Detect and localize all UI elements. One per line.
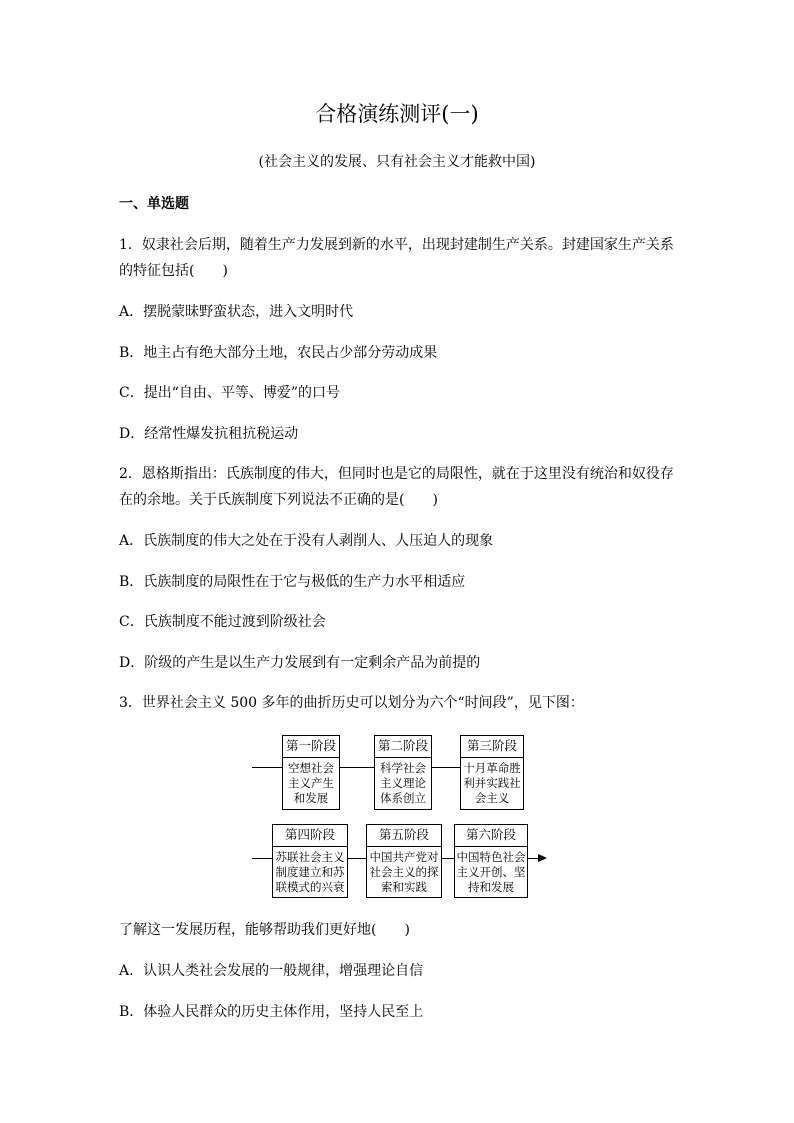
stage-1-heading: 第一阶段 xyxy=(283,736,339,758)
stage-box-1 xyxy=(282,735,340,810)
arrow-head-icon xyxy=(538,853,548,863)
stage-1-description: 空想社会 主义产生 和发展 xyxy=(288,761,334,805)
stage-4-description: 苏联社会主义 制度建立和苏 联模式的兴衰 xyxy=(275,850,345,894)
page-title: 合格演练测评(一) xyxy=(315,102,479,126)
question-2-stem-line1: 2．恩格斯指出：氏族制度的伟大，但同时也是它的局限性，就在于这里没有统治和奴役存 xyxy=(119,466,674,482)
stage-3-description: 十月革命胜 利并实践社 会主义 xyxy=(463,761,521,805)
question-3-stem: 3．世界社会主义 500 多年的曲折历史可以划分为六个“时间段”，见下图： xyxy=(119,695,584,711)
question-2-option-a[interactable]: A．氏族制度的伟大之处在于没有人剥削人、人压迫人的现象 xyxy=(119,533,494,549)
connector-line xyxy=(340,767,374,768)
stage-6-description: 中国特色社会 主义开创、坚 持和发展 xyxy=(456,850,526,894)
connector-line xyxy=(442,858,454,859)
question-1-stem-line2: 的特征包括( ) xyxy=(119,263,228,279)
question-1-stem-line1: 1．奴隶社会后期，随着生产力发展到新的水平，出现封建制生产关系。封建国家生产关系 xyxy=(119,237,674,253)
question-1-option-a[interactable]: A．摆脱蒙昧野蛮状态，进入文明时代 xyxy=(119,304,354,320)
stage-box-4 xyxy=(272,824,348,898)
question-2-option-c[interactable]: C．氏族制度不能过渡到阶级社会 xyxy=(119,614,326,630)
question-2-option-b[interactable]: B．氏族制度的局限性在于它与极低的生产力水平相适应 xyxy=(119,574,466,590)
stage-2-heading: 第二阶段 xyxy=(375,736,431,758)
question-3-option-b[interactable]: B．体验人民群众的历史主体作用，坚持人民至上 xyxy=(119,1004,424,1020)
question-1-option-d[interactable]: D．经常性爆发抗租抗税运动 xyxy=(119,426,299,442)
stage-box-3 xyxy=(460,735,524,810)
connector-line xyxy=(252,858,272,859)
stage-3-heading: 第三阶段 xyxy=(461,736,523,758)
stage-2-description: 科学社会 主义理论 体系创立 xyxy=(380,761,426,805)
stage-4-heading: 第四阶段 xyxy=(273,825,347,847)
stage-box-6 xyxy=(454,824,528,898)
question-2-option-d[interactable]: D．阶级的产生是以生产力发展到有一定剩余产品为前提的 xyxy=(119,655,481,671)
page-subtitle: (社会主义的发展、只有社会主义才能救中国) xyxy=(258,154,536,170)
stage-box-2 xyxy=(374,735,432,810)
connector-line xyxy=(348,858,366,859)
connector-line xyxy=(432,767,460,768)
stage-5-heading: 第五阶段 xyxy=(367,825,441,847)
question-1-option-c[interactable]: C．提出“自由、平等、博爱”的口号 xyxy=(119,385,341,401)
stage-box-5 xyxy=(366,824,442,898)
stages-diagram xyxy=(252,735,552,898)
stage-5-description: 中国共产党对 社会主义的探 索和实践 xyxy=(369,850,439,894)
question-3-prompt: 了解这一发展历程，能够帮助我们更好地( ) xyxy=(119,922,410,938)
question-2-stem-line2: 在的余地。关于氏族制度下列说法不正确的是( ) xyxy=(119,492,438,508)
section-heading: 一、单选题 xyxy=(119,196,189,212)
stage-6-heading: 第六阶段 xyxy=(455,825,527,847)
connector-line xyxy=(252,767,282,768)
question-1-option-b[interactable]: B．地主占有绝大部分土地，农民占少部分劳动成果 xyxy=(119,345,438,361)
question-3-option-a[interactable]: A．认识人类社会发展的一般规律，增强理论自信 xyxy=(119,963,424,979)
